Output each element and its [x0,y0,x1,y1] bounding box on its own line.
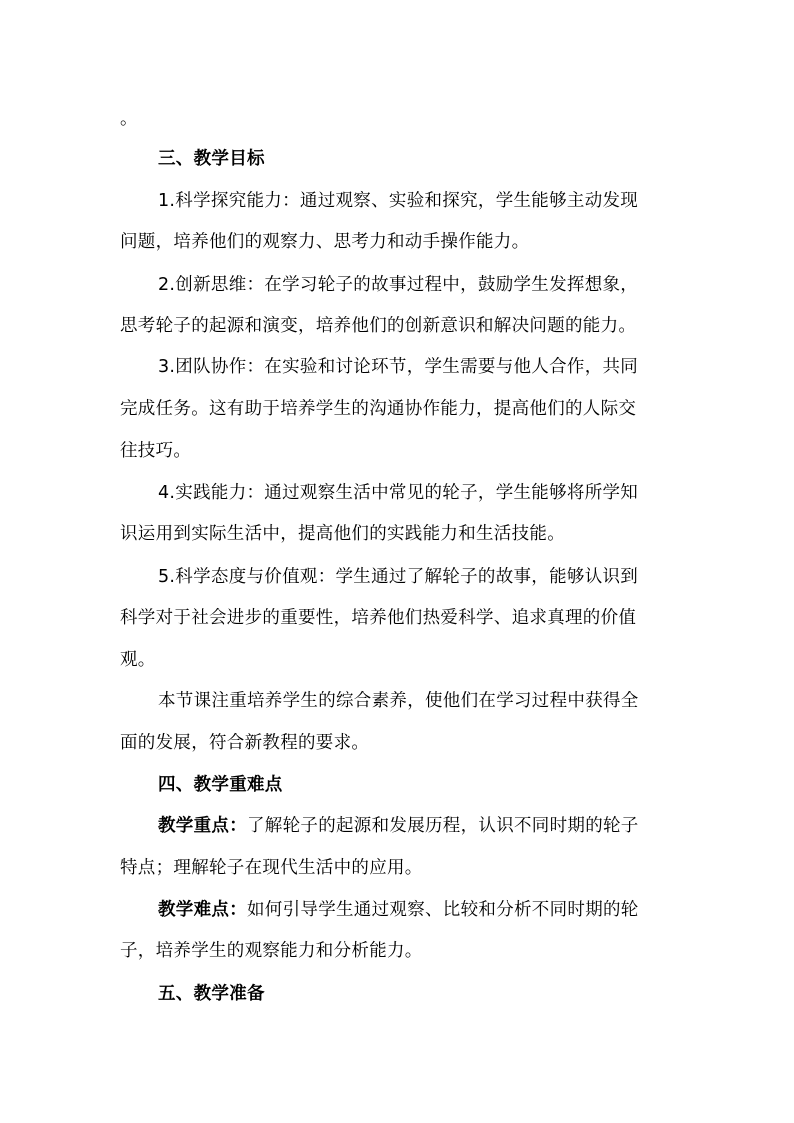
goal-3-line-2: 完成任务。这有助于培养学生的沟通协作能力，提高他们的人际交 [120,399,637,419]
difficult-point-line-2: 子，培养学生的观察能力和分析能力。 [120,941,423,961]
difficult-point-text: 如何引导学生通过观察、比较和分析不同时期的轮 [247,900,639,920]
difficult-point-label: 教学难点： [158,900,247,920]
goal-5-line-2: 科学对于社会进步的重要性，培养他们热爱科学、追求真理的价值 [120,608,637,628]
goal-5-line-3: 观。 [120,650,156,670]
goal-3-line-3: 往技巧。 [120,441,192,461]
difficult-point-line-1 [158,899,639,921]
key-point-line-2: 特点；理解轮子在现代生活中的应用。 [120,858,423,878]
goal-5-line-1: 5.科学态度与价值观：学生通过了解轮子的故事，能够认识到 [158,567,639,587]
section-heading-teaching-preparation: 五、教学准备 [158,984,265,1004]
goal-4-line-1: 4.实践能力：通过观察生活中常见的轮子，学生能够将所学知 [158,483,639,503]
section-heading-teaching-goals: 三、教学目标 [158,149,265,169]
key-point-label: 教学重点： [158,816,247,836]
goal-2-line-1: 2.创新思维：在学习轮子的故事过程中，鼓励学生发挥想象， [158,275,639,295]
leading-punctuation: 。 [120,109,138,129]
goal-1-line-2: 问题，培养他们的观察力、思考力和动手操作能力。 [120,232,530,252]
section-heading-key-difficult-points: 四、教学重难点 [158,775,283,795]
goal-4-line-2: 识运用到实际生活中，提高他们的实践能力和生活技能。 [120,524,565,544]
summary-line-1: 本节课注重培养学生的综合素养，使他们在学习过程中获得全 [158,691,639,711]
summary-line-2: 面的发展，符合新教程的要求。 [120,733,370,753]
goal-1-line-1: 1.科学探究能力：通过观察、实验和探究，学生能够主动发现 [158,191,639,211]
goal-3-line-1: 3.团队协作：在实验和讨论环节，学生需要与他人合作，共同 [158,357,639,377]
key-point-text: 了解轮子的起源和发展历程，认识不同时期的轮子 [247,816,639,836]
key-point-line-1 [158,815,639,837]
goal-2-line-2: 思考轮子的起源和演变，培养他们的创新意识和解决问题的能力。 [120,316,637,336]
